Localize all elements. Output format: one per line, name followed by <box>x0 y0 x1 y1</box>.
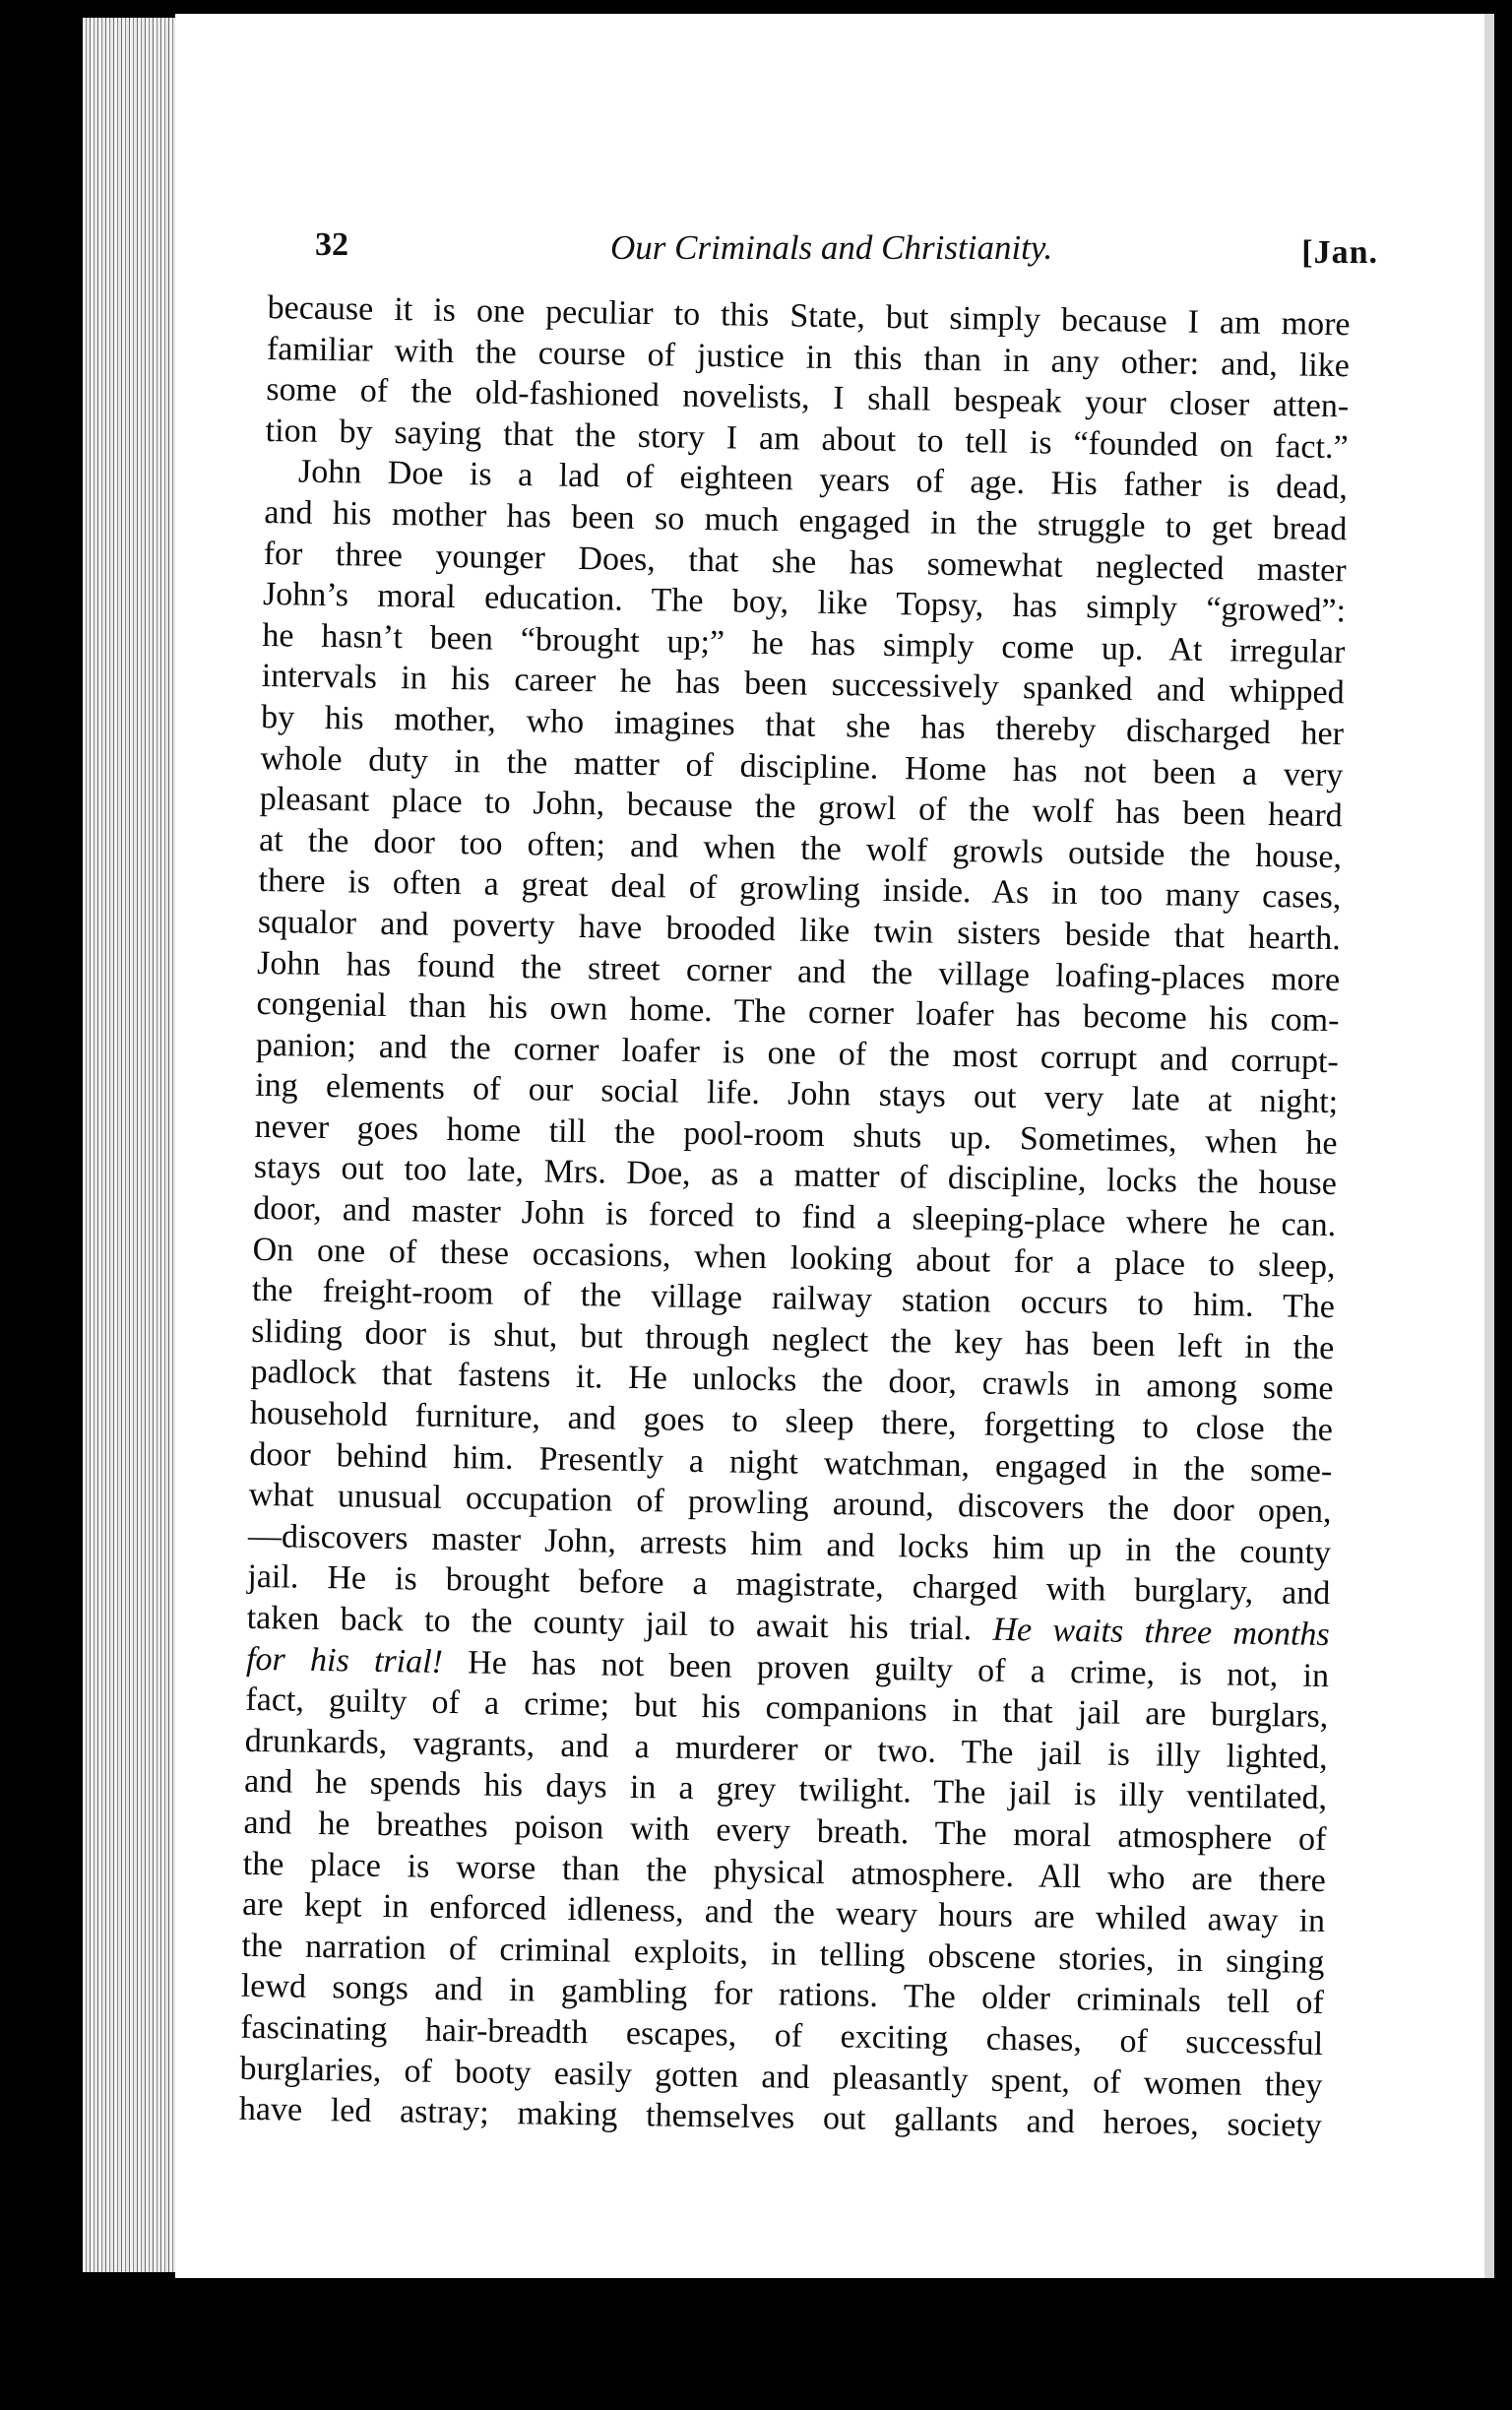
text-line: padlock that fastens it. He unlocks the door, crawls in among some <box>250 1354 1334 1408</box>
text-line: the narration of criminal exploits, in telling obscene stories, in singing <box>241 1927 1325 1981</box>
running-title: Our Criminals and Christianity. <box>610 228 1053 267</box>
text-run: He has not been proven guilty of a crime, is not, in <box>467 1643 1330 1694</box>
text-line: lewd songs and in gambling for rations. The older criminals tell of <box>240 1968 1325 2022</box>
text-line: intervals in his career he has been successively spanked and whipped <box>261 658 1345 712</box>
text-line: are kept in enforced idleness, and the weary hours are whiled away in <box>241 1885 1326 1940</box>
running-head <box>315 219 1378 278</box>
text-line: the place is worse than the physical atmosphere. All who are there <box>242 1845 1327 1899</box>
text-line: panion; and the corner loafer is one of the most corrupt and corrupt- <box>255 1026 1340 1080</box>
text-line: familiar with the course of justice in this than in any other: and, like <box>266 330 1351 384</box>
text-line: have led astray; making themselves out gallants and heroes, society <box>238 2090 1323 2145</box>
text-line: household furniture, and goes to sleep there, forgetting to close the <box>249 1394 1334 1449</box>
text-line: there is often a great deal of growling inside. As in too many cases, <box>258 862 1342 917</box>
text-run: taken back to the county jail to await his trial. <box>246 1599 973 1648</box>
text-line: door, and master John is forced to find a sleeping-place where he can. <box>253 1189 1337 1244</box>
text-line: because it is one peculiar to this State, but simply because I am more <box>267 288 1351 344</box>
text-line: what unusual occupation of prowling around, discovers the door open, <box>248 1477 1332 1531</box>
text-line: squalor and poverty have brooded like twin sisters beside that hearth. <box>257 903 1342 958</box>
text-line: —discovers master John, arrests him and locks him up in the county <box>247 1517 1332 1571</box>
italic-emphasis: for his trial! <box>245 1640 444 1681</box>
text-line: some of the old-fashioned novelists, I shall bespeak your closer atten- <box>266 371 1350 425</box>
text-line: tion by saying that the story I am about to tell is “founded on fact.” <box>265 412 1349 467</box>
body-text <box>239 287 1351 2147</box>
text-line: On one of these occasions, when looking about for a place to sleep, <box>252 1231 1336 1285</box>
text-line: stays out too late, Mrs. Doe, as a matter of discipline, locks the house <box>253 1149 1338 1203</box>
text-line: the freight-room of the village railway station occurs to him. The <box>251 1272 1336 1326</box>
text-line: and his mother has been so much engaged in the struggle to get bread <box>264 493 1348 548</box>
text-line: and he breathes poison with every breath. The moral atmosphere of <box>243 1804 1327 1859</box>
text-line: fascinating hair-breadth escapes, of exciting chases, of successful <box>239 2008 1324 2062</box>
text-line: congenial than his own home. The corner loafer has become his com- <box>256 985 1340 1040</box>
text-line: John Doe is a lad of eighteen years of age. His father is dead, <box>264 453 1349 507</box>
page-edge-stack <box>83 18 181 2272</box>
text-line: John’s moral education. The boy, like Topsy, has simply “growed”: <box>262 576 1347 630</box>
text-line: whole duty in the matter of discipline. Home has not been a very <box>260 739 1344 793</box>
text-line: he hasn’t been “brought up;” he has simply come up. At irregular <box>262 616 1346 670</box>
text-line: at the door too often; and when the wolf growls outside the house, <box>258 821 1343 875</box>
text-line: burglaries, of booty easily gotten and pleasantly spent, of women they <box>239 2050 1323 2104</box>
text-line: drunkards, vagrants, and a murderer or two. The jail is illy lighted, <box>244 1722 1328 1776</box>
running-month: [Jan. <box>1301 234 1378 271</box>
text-line: jail. He is brought before a magistrate, charged with burglary, and <box>247 1558 1331 1613</box>
italic-emphasis: He waits three months <box>992 1611 1330 1654</box>
text-line: and he spends his days in a grey twilight. The jail is illy ventilated, <box>243 1763 1328 1817</box>
text-line: sliding door is shut, but through neglect the key has been left in the <box>251 1312 1335 1366</box>
text-line: fact, guilty of a crime; but his companions in that jail are burglars, <box>245 1681 1329 1736</box>
text-line: door behind him. Presently a night watchman, engaged in the some- <box>249 1435 1333 1490</box>
page-number: 32 <box>315 226 348 263</box>
text-line: never goes home till the pool-room shuts up. Sometimes, when he <box>254 1108 1338 1163</box>
text-line: for three younger Does, that she has somewhat neglected master <box>263 535 1347 589</box>
text-line: ing elements of our social life. John stays out very late at night; <box>254 1067 1339 1121</box>
text-line: John has found the street corner and the village loafing-places more <box>256 944 1341 998</box>
text-line: pleasant place to John, because the growl of the wolf has been heard <box>259 781 1343 835</box>
text-line: by his mother, who imagines that she has thereby discharged her <box>260 698 1345 753</box>
